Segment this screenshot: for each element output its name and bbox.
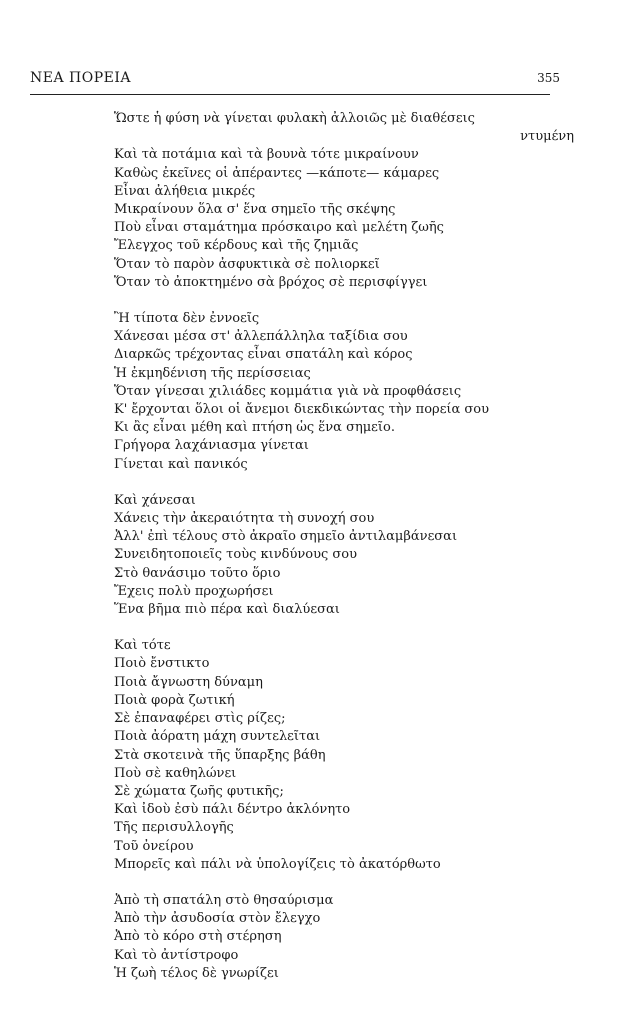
poem-line: Ποὺ σὲ καθηλώνει bbox=[114, 765, 237, 781]
stanza-break bbox=[114, 474, 574, 492]
stanza-3 bbox=[114, 492, 574, 619]
stanza-break bbox=[114, 619, 574, 637]
poem-line: Ἀπὸ τὸ κόρο στὴ στέρηση bbox=[114, 929, 282, 945]
poem-line: Καὶ τότε bbox=[114, 638, 171, 654]
poem-body bbox=[114, 110, 574, 983]
poem-line: Καὶ ἰδοὺ ἐσὺ πάλι δέντρο ἀκλόνητο bbox=[114, 802, 351, 818]
poem-line: Ποιὰ ἄγνωστη δύναμη bbox=[114, 674, 263, 690]
running-header bbox=[30, 70, 560, 94]
poem-line: Μικραίνουν ὅλα σ' ἕνα σημεῖο τῆς σκέψης bbox=[114, 202, 396, 218]
poem-line: Μπορεῖς καὶ πάλι νὰ ὑπολογίζεις τὸ ἀκατόρθωτο bbox=[114, 856, 441, 872]
poem-line: Τοῦ ὀνείρου bbox=[114, 838, 194, 854]
poem-line: Κ' ἔρχονται ὅλοι οἱ ἄνεμοι διεκδικώντας τὴν πορεία σου bbox=[114, 402, 490, 418]
poem-line: Εἶναι ἀλήθεια μικρές bbox=[114, 183, 256, 199]
poem-line: Ἔλεγχος τοῦ κέρδους καὶ τῆς ζημιᾶς bbox=[114, 238, 359, 254]
poem-line: Ἕνα βῆμα πιὸ πέρα καὶ διαλύεσαι bbox=[114, 602, 340, 618]
poem-line: Καὶ χάνεσαι bbox=[114, 492, 196, 508]
poem-line: Ὅταν τὸ παρὸν ἀσφυκτικὰ σὲ πολιορκεῖ bbox=[114, 256, 380, 272]
poem-line: Σὲ ἐπαναφέρει στὶς ρίζες; bbox=[114, 711, 286, 727]
poem-line: Ποιὸ ἔνστικτο bbox=[114, 656, 210, 672]
poem-line: Καὶ τὸ ἀντίστροφο bbox=[114, 947, 239, 963]
page-number: 355 bbox=[537, 71, 560, 85]
poem-line: Στὸ θανάσιμο τοῦτο ὅριο bbox=[114, 565, 281, 581]
stanza-break bbox=[114, 292, 574, 310]
poem-line: Ἀλλ' ἐπὶ τέλους στὸ ἀκραῖο σημεῖο ἀντιλαμβάνεσαι bbox=[114, 529, 458, 545]
poem-line: Ἡ ἐκμηδένιση τῆς περίσσειας bbox=[114, 365, 311, 381]
poem-line: Κι ἂς εἶναι μέθη καὶ πτήση ὡς ἕνα σημεῖο. bbox=[114, 420, 395, 436]
header-rule bbox=[30, 94, 550, 95]
poem-line: Ἀπὸ τὴν ἀσυδοσία στὸν ἔλεγχο bbox=[114, 911, 321, 927]
poem-line: Γίνεται καὶ πανικός bbox=[114, 456, 248, 472]
poem-line: Ὅταν τὸ ἀποκτημένο σὰ βρόχος σὲ περισφίγγει bbox=[114, 274, 428, 290]
journal-title: ΝΕΑ ΠΟΡΕΙΑ bbox=[30, 70, 131, 86]
poem-line: Ὥστε ἡ φύση νὰ γίνεται φυλακὴ ἀλλοιῶς μὲ διαθέσεις bbox=[114, 111, 475, 126]
poem-line-continuation: ντυμένη bbox=[520, 129, 574, 145]
stanza-5 bbox=[114, 892, 574, 983]
poem-line: Ποὺ εἶναι σταμάτημα πρόσκαιρο καὶ μελέτη ζωῆς bbox=[114, 220, 444, 236]
stanza-4 bbox=[114, 637, 574, 874]
poem-line: Ἔχεις πολὺ προχωρήσει bbox=[114, 583, 274, 599]
poem-line: Συνειδητοποιεῖς τοὺς κινδύνους σου bbox=[114, 547, 358, 563]
poem-line: Ποιὰ φορὰ ζωτική bbox=[114, 692, 235, 708]
poem-line: Ἀπὸ τὴ σπατάλη στὸ θησαύρισμα bbox=[114, 892, 334, 908]
poem-line: Γρήγορα λαχάνιασμα γίνεται bbox=[114, 438, 309, 454]
poem-line: Ποιὰ ἀόρατη μάχη συντελεῖται bbox=[114, 729, 321, 745]
poem-line: Σὲ χώματα ζωῆς φυτικῆς; bbox=[114, 783, 284, 799]
poem-line: Χάνεις τὴν ἀκεραιότητα τὴ συνοχή σου bbox=[114, 511, 375, 527]
poem-line: Καθὼς ἐκεῖνες οἱ ἀπέραντες —κάποτε— κάμαρες bbox=[114, 165, 440, 181]
poem-line: Καὶ τὰ ποτάμια καὶ τὰ βουνὰ τότε μικραίνουν bbox=[114, 147, 419, 163]
poem-line: Ἢ τίποτα δὲν ἐννοεῖς bbox=[114, 311, 260, 327]
stanza-2 bbox=[114, 310, 574, 474]
stanza-break bbox=[114, 874, 574, 892]
poem-line: Διαρκῶς τρέχοντας εἶναι σπατάλη καὶ κόρος bbox=[114, 347, 413, 363]
poem-line: Τῆς περισυλλογῆς bbox=[114, 820, 234, 836]
poem-line: Στὰ σκοτεινὰ τῆς ὕπαρξης βάθη bbox=[114, 747, 326, 763]
poem-line: Χάνεσαι μέσα στ' ἀλλεπάλληλα ταξίδια σου bbox=[114, 329, 408, 345]
poem-line: Ὅταν γίνεσαι χιλιάδες κομμάτια γιὰ νὰ προφθάσεις bbox=[114, 383, 462, 399]
poem-line: Ἡ ζωὴ τέλος δὲ γνωρίζει bbox=[114, 965, 279, 981]
stanza-1 bbox=[114, 110, 574, 292]
